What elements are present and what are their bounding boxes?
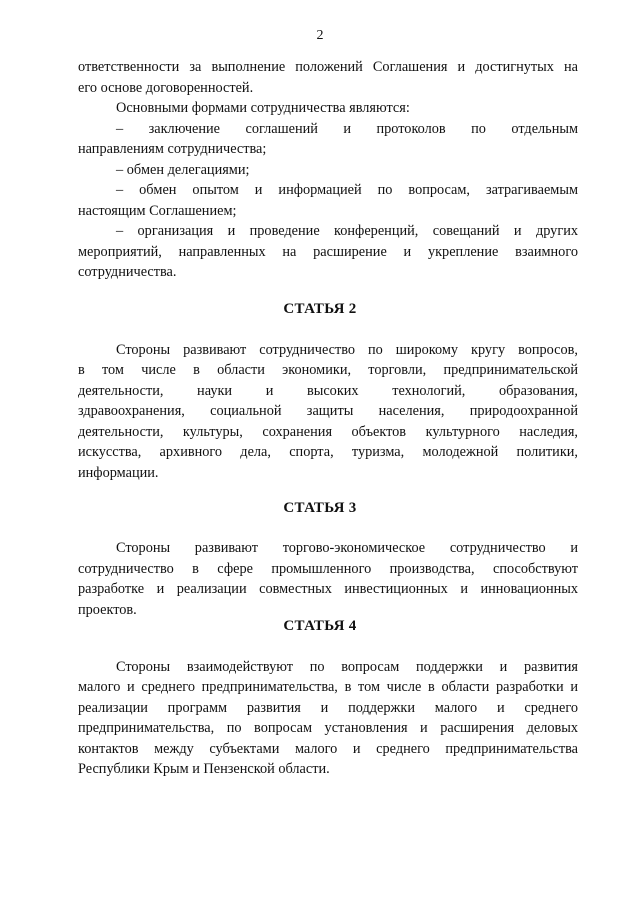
text-line: Стороны взаимодействуют по вопросам поддержки и развития: [116, 659, 578, 675]
text-line: Республики Крым и Пензенской области.: [78, 761, 330, 777]
text-line: сотрудничества.: [78, 264, 177, 280]
text-line: малого и среднего предпринимательства, в том числе в области разработки и: [78, 679, 578, 695]
text-line: искусства, архивного дела, спорта, туризма, молодежной политики,: [78, 444, 578, 460]
text-line: предпринимательства, по вопросам установления и расширения деловых: [78, 720, 578, 736]
list-item-line: – обмен делегациями;: [116, 162, 250, 178]
text-line: деятельности, науки и высоких технологий, образования,: [78, 383, 578, 399]
article-2-heading: СТАТЬЯ 2: [283, 301, 357, 317]
text-line: реализации программ развития и поддержки малого и среднего: [78, 700, 578, 716]
article-3-heading: СТАТЬЯ 3: [283, 500, 357, 516]
list-item-line: – заключение соглашений и протоколов по отдельным: [116, 121, 578, 137]
list-item-line: – обмен опытом и информацией по вопросам, затрагиваемым: [116, 182, 578, 198]
text-line: разработке и реализации совместных инвестиционных и инновационных: [78, 581, 578, 597]
text-line: здравоохранения, социальной защиты населения, природоохранной: [78, 403, 578, 419]
page-number: 2: [316, 28, 324, 43]
article-4-heading: СТАТЬЯ 4: [283, 618, 357, 634]
text-line: настоящим Соглашением;: [78, 203, 237, 219]
text-line: ответственности за выполнение положений Соглашения и достигнутых на: [78, 59, 578, 75]
text-line: деятельности, культуры, сохранения объектов культурного наследия,: [78, 424, 578, 440]
text-line: Стороны развивают торгово-экономическое сотрудничество и: [116, 540, 578, 556]
text-line: контактов между субъектами малого и среднего предпринимательства: [78, 741, 578, 757]
text-line: его основе договоренностей.: [78, 80, 254, 96]
text-line: проектов.: [78, 602, 137, 618]
text-line: Основными формами сотрудничества являются:: [116, 100, 410, 116]
list-item-line: – организация и проведение конференций, совещаний и других: [116, 223, 578, 239]
text-line: направлениям сотрудничества;: [78, 141, 267, 157]
text-line: Стороны развивают сотрудничество по широкому кругу вопросов,: [116, 342, 578, 358]
text-line: сотрудничество в сфере промышленного производства, способствуют: [78, 561, 578, 577]
text-line: в том числе в области экономики, торговли, предпринимательской: [78, 362, 578, 378]
text-line: информации.: [78, 465, 159, 481]
text-line: мероприятий, направленных на расширение и укрепление взаимного: [78, 244, 578, 260]
